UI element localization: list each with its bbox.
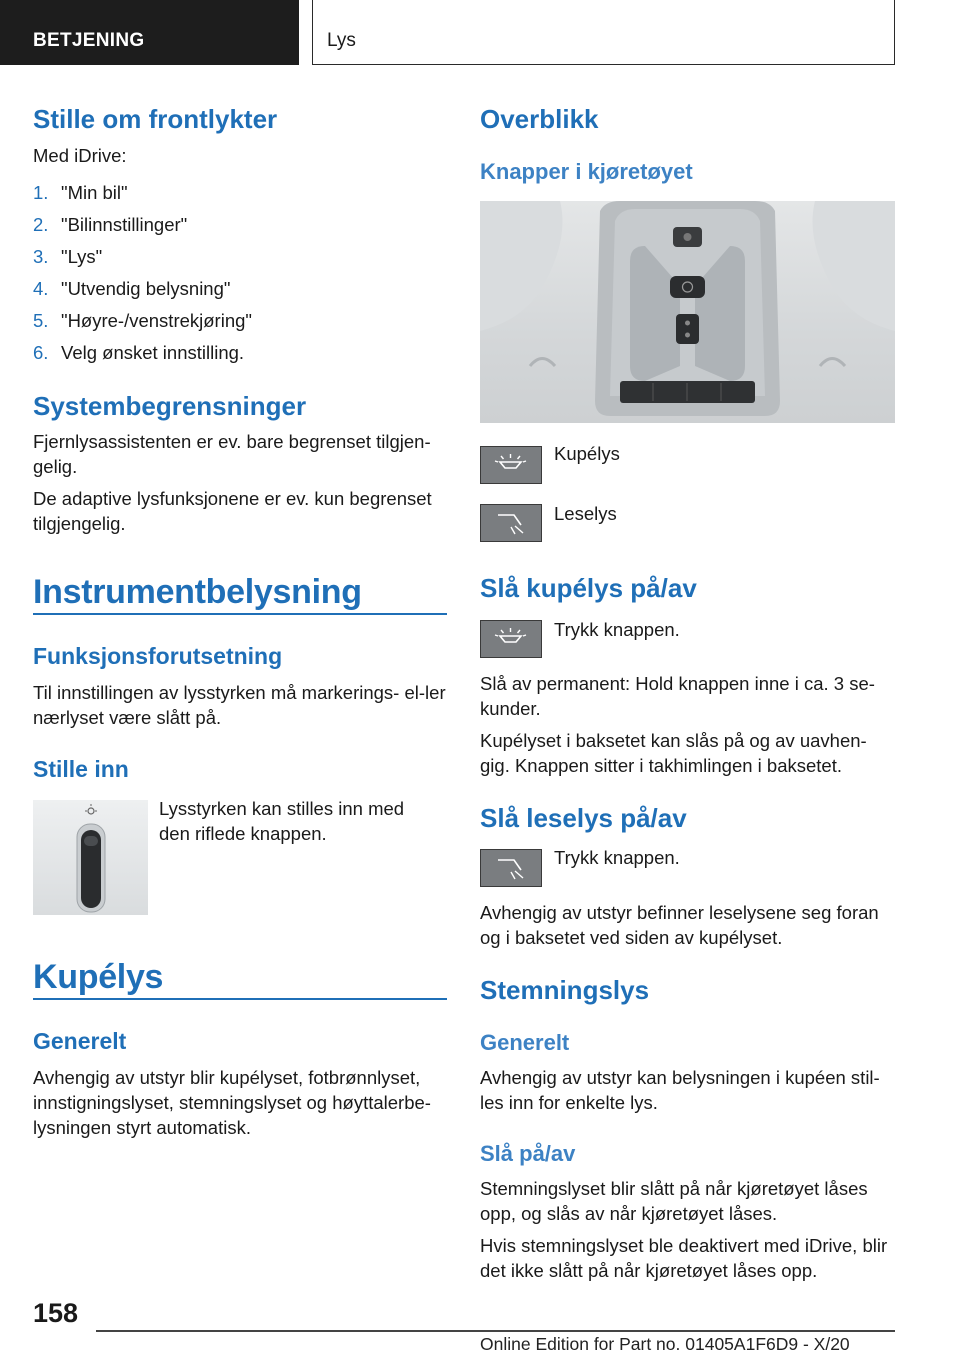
footer-rule <box>96 1330 895 1332</box>
heading-stille-om-frontlykter: Stille om frontlykter <box>33 104 278 134</box>
heading-stemningslys: Stemningslys <box>480 975 650 1005</box>
chapter-tab: Lys <box>312 0 895 65</box>
heading-overblikk: Overblikk <box>480 104 599 134</box>
label-kupelys: Kupélys <box>554 443 620 464</box>
edition-text: Online Edition for Part no. 01405A1F6D9 - X/20 <box>480 1334 850 1354</box>
list-item: 5. "Høyre-/venstrekjøring" <box>33 310 252 331</box>
text-sys-1: Fjernlysassistenten er ev. bare begrenset tilgjen-gelig. <box>33 431 431 477</box>
text-stille-inn: Lysstyrken kan stilles inn med den riflede knappen. <box>159 798 405 844</box>
text-trykk-knappen-1: Trykk knappen. <box>554 619 680 640</box>
leselys-button-icon <box>480 504 542 542</box>
section-tab: BETJENING <box>0 0 299 65</box>
heading-generelt-stemning: Generelt <box>480 1030 570 1055</box>
text-sys-2: De adaptive lysfunksjonene er ev. kun begrenset tilgjengelig. <box>33 488 432 534</box>
text-leselys: Avhengig av utstyr befinner leselysene seg foran og i baksetet ved siden av kupélyset. <box>480 902 879 948</box>
text-med-idrive: Med iDrive: <box>33 145 127 166</box>
steps-list <box>33 180 443 372</box>
text-stemning-1: Stemningslyset blir slått på når kjøretøyet låses opp, og slås av når kjøretøyet låses. <box>480 1178 868 1224</box>
text-baksete: Kupélyset i baksetet kan slås på og av uavhen-gig. Knappen sitter i takhimlingen i baksetet. <box>480 730 867 776</box>
heading-funksjonsforutsetning: Funksjonsforutsetning <box>33 643 283 669</box>
text-stemning-2: Hvis stemningslyset ble deaktivert med iDrive, blir det ikke slått på når kjøretøyet låses opp. <box>480 1235 888 1281</box>
kupelys-button-icon <box>480 620 542 658</box>
section-rule <box>33 998 447 1000</box>
section-rule <box>33 613 447 615</box>
text-generelt: Avhengig av utstyr blir kupélyset, fotbrønnlyset, innstigningslyset, stemningslyset og høyttalerbe-lysningen styrt automatisk. <box>33 1067 431 1138</box>
list-item: 2. "Bilinnstillinger" <box>33 214 188 235</box>
text-stemning-generelt: Avhengig av utstyr kan belysningen i kupéen stil-les inn for enkelte lys. <box>480 1067 880 1113</box>
heading-generelt: Generelt <box>33 1028 127 1054</box>
heading-sla-paav: Slå på/av <box>480 1141 576 1166</box>
overhead-console-image <box>480 201 895 423</box>
kupelys-button-icon <box>480 446 542 484</box>
heading-instrumentbelysning: Instrumentbelysning <box>33 573 362 611</box>
heading-knapper: Knapper i kjøretøyet <box>480 159 693 184</box>
list-item: 1. "Min bil" <box>33 182 128 203</box>
heading-sla-kupelys: Slå kupélys på/av <box>480 573 697 603</box>
label-leselys: Leselys <box>554 503 617 524</box>
heading-sla-leselys: Slå leselys på/av <box>480 803 687 833</box>
heading-stille-inn: Stille inn <box>33 756 129 782</box>
text-trykk-knappen-2: Trykk knappen. <box>554 847 680 868</box>
list-item: 3. "Lys" <box>33 246 103 267</box>
page-number: 158 <box>33 1298 79 1328</box>
heading-kupelys: Kupélys <box>33 958 164 996</box>
dimmer-wheel-image <box>33 800 148 915</box>
list-item: 6. Velg ønsket innstilling. <box>33 342 245 363</box>
leselys-button-icon <box>480 849 542 887</box>
text-permanent: Slå av permanent: Hold knappen inne i ca. 3 se-kunder. <box>480 673 875 719</box>
heading-systembegrensninger: Systembegrensninger <box>33 391 307 421</box>
text-funksjonsforutsetning: Til innstillingen av lysstyrken må markerings- el-ler nærlyset være slått på. <box>33 682 446 728</box>
list-item: 4. "Utvendig belysning" <box>33 278 231 299</box>
